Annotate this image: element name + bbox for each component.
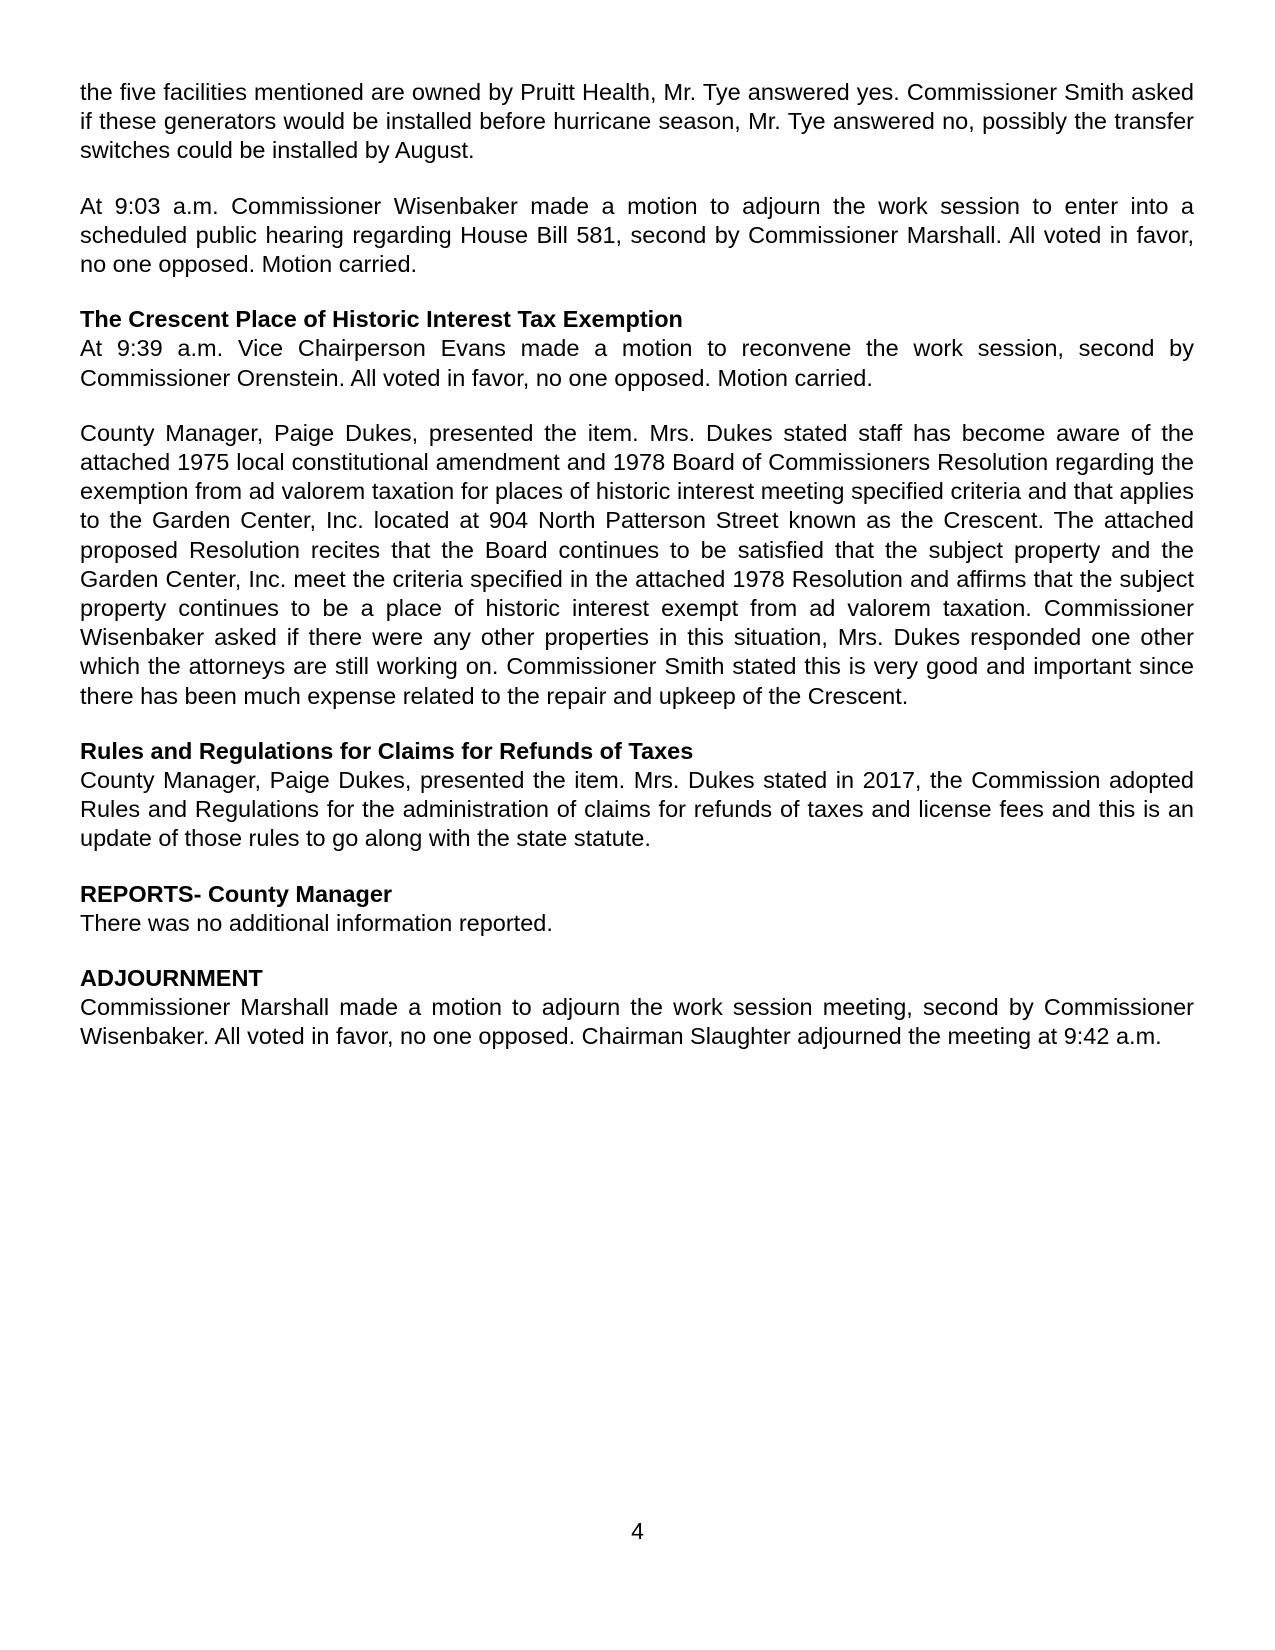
section-heading-reports: REPORTS- County Manager	[80, 880, 393, 907]
paragraph-crescent-details: County Manager, Paige Dukes, presented the item. Mrs. Dukes stated staff has become aware of the attached 1975 local constitutional amendment and 1978 Board of Commissioners Resolution regarding the exemption from ad valorem taxation for places of historic interest meeting specified criteria and that applies to the Garden Center, Inc. located at 904 North Patterson Street known as the Crescent. The attached proposed Resolution recites that the Board continues to be satisfied that the subject property and the Garden Center, Inc. meet the criteria specified in the attached 1978 Resolution and affirms that the subject property continues to be a place of historic interest exempt from ad valorem taxation. Commissioner Wisenbaker asked if there were any other properties in this situation, Mrs. Dukes responded one other which the attorneys are still working on. Commissioner Smith stated this is very good and important since there has been much expense related to the repair and upkeep of the Crescent.	[80, 419, 1194, 709]
paragraph-generators-continued: the five facilities mentioned are owned by Pruitt Health, Mr. Tye answered yes. Commissioner Smith asked if these generators would be installed before hurricane season, Mr. Tye answered no, possibly the transfer switches could be installed by August.	[80, 79, 1194, 164]
paragraph-adjournment: Commissioner Marshall made a motion to adjourn the work session meeting, second by Commissioner Wisenbaker. All voted in favor, no one opposed. Chairman Slaughter adjourned the meeting at 9:42 a.m.	[80, 994, 1194, 1050]
section-heading-crescent: The Crescent Place of Historic Interest Tax Exemption	[80, 306, 683, 333]
document-body	[80, 78, 1194, 1078]
paragraph-reconvene: At 9:39 a.m. Vice Chairperson Evans made a motion to reconvene the work session, second by Commissioner Orenstein. All voted in favor, no one opposed. Motion carried.	[80, 335, 1194, 391]
section-reports	[80, 880, 1194, 938]
section-heading-refunds: Rules and Regulations for Claims for Refunds of Taxes	[80, 737, 694, 764]
section-crescent	[80, 305, 1194, 711]
section-refunds	[80, 737, 1194, 854]
paragraph-adjourn-to-hearing: At 9:03 a.m. Commissioner Wisenbaker made a motion to adjourn the work session to enter into a scheduled public hearing regarding House Bill 581, second by Commissioner Marshall. All voted in favor, no one opposed. Motion carried.	[80, 192, 1194, 278]
page-number: 4	[631, 1518, 644, 1544]
paragraph-refunds: County Manager, Paige Dukes, presented the item. Mrs. Dukes stated in 2017, the Commission adopted Rules and Regulations for the administration of claims for refunds of taxes and license fees and this is an update of those rules to go along with the state statute.	[80, 767, 1194, 852]
paragraph-reports: There was no additional information reported.	[80, 909, 553, 936]
section-adjournment	[80, 964, 1194, 1052]
section-heading-adjournment: ADJOURNMENT	[80, 965, 263, 992]
